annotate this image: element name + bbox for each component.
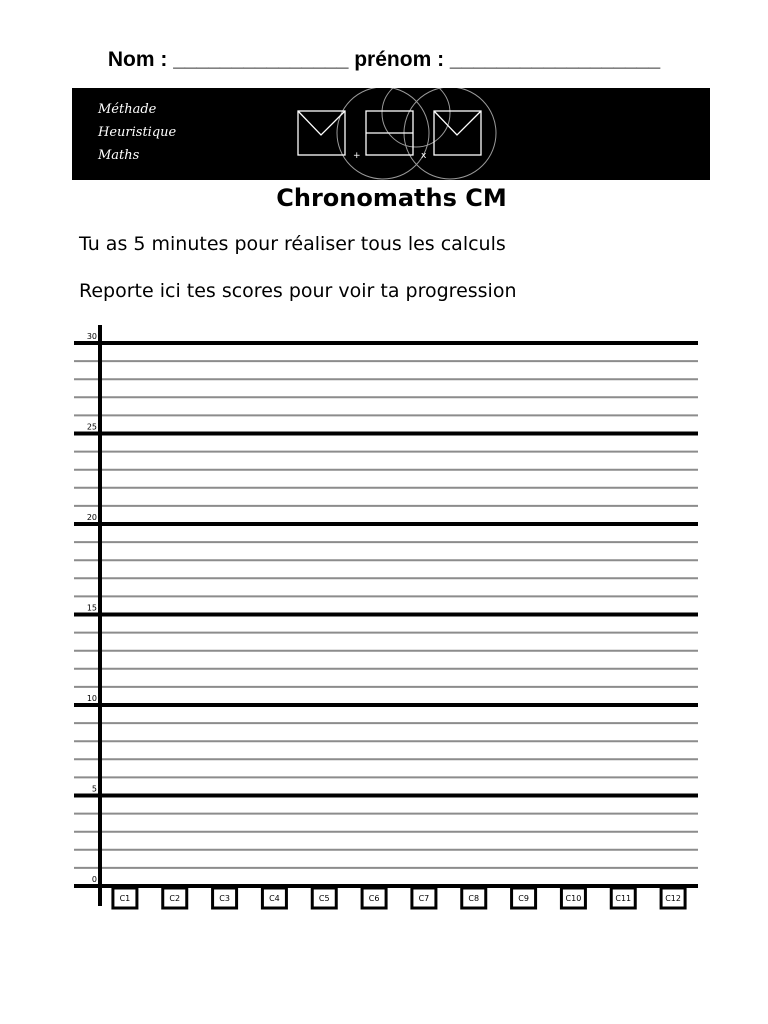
banner-word-maths: Maths bbox=[98, 148, 140, 163]
category-label-C6: C6 bbox=[368, 894, 380, 903]
logo-times-operator: x bbox=[421, 151, 427, 161]
instruction-time-limit: Tu as 5 minutes pour réaliser tous les calculs bbox=[79, 233, 506, 255]
y-tick-label-25: 25 bbox=[86, 422, 97, 432]
instruction-report-scores: Reporte ici tes scores pour voir ta progression bbox=[79, 280, 517, 302]
y-tick-label-20: 20 bbox=[86, 513, 97, 522]
y-tick-label-0: 0 bbox=[91, 875, 97, 884]
category-label-C1: C1 bbox=[119, 894, 131, 903]
page-title: Chronomaths CM bbox=[276, 184, 507, 212]
category-label-C8: C8 bbox=[468, 894, 480, 903]
firstname-label: prénom : bbox=[354, 48, 445, 71]
y-tick-label-5: 5 bbox=[91, 784, 97, 794]
category-label-C7: C7 bbox=[418, 894, 430, 903]
y-tick-label-15: 15 bbox=[86, 603, 97, 613]
logo-plus-operator: + bbox=[353, 151, 361, 161]
y-tick-label-10: 10 bbox=[86, 694, 97, 703]
y-tick-label-30: 30 bbox=[86, 332, 97, 341]
category-label-C2: C2 bbox=[169, 894, 181, 903]
category-label-C3: C3 bbox=[219, 894, 230, 903]
category-label-C12: C12 bbox=[665, 894, 681, 903]
category-label-C4: C4 bbox=[269, 894, 280, 903]
category-label-C10: C10 bbox=[565, 894, 582, 903]
category-label-C5: C5 bbox=[318, 894, 330, 903]
category-label-C11: C11 bbox=[615, 894, 632, 903]
name-label: Nom : bbox=[107, 48, 168, 71]
name-blank[interactable]: _______________ bbox=[173, 48, 349, 71]
category-label-C9: C9 bbox=[518, 894, 529, 903]
banner-word-methode: Méthade bbox=[98, 102, 157, 117]
banner-word-heuristique: Heuristique bbox=[98, 125, 177, 140]
firstname-blank[interactable]: __________________ bbox=[449, 48, 661, 71]
